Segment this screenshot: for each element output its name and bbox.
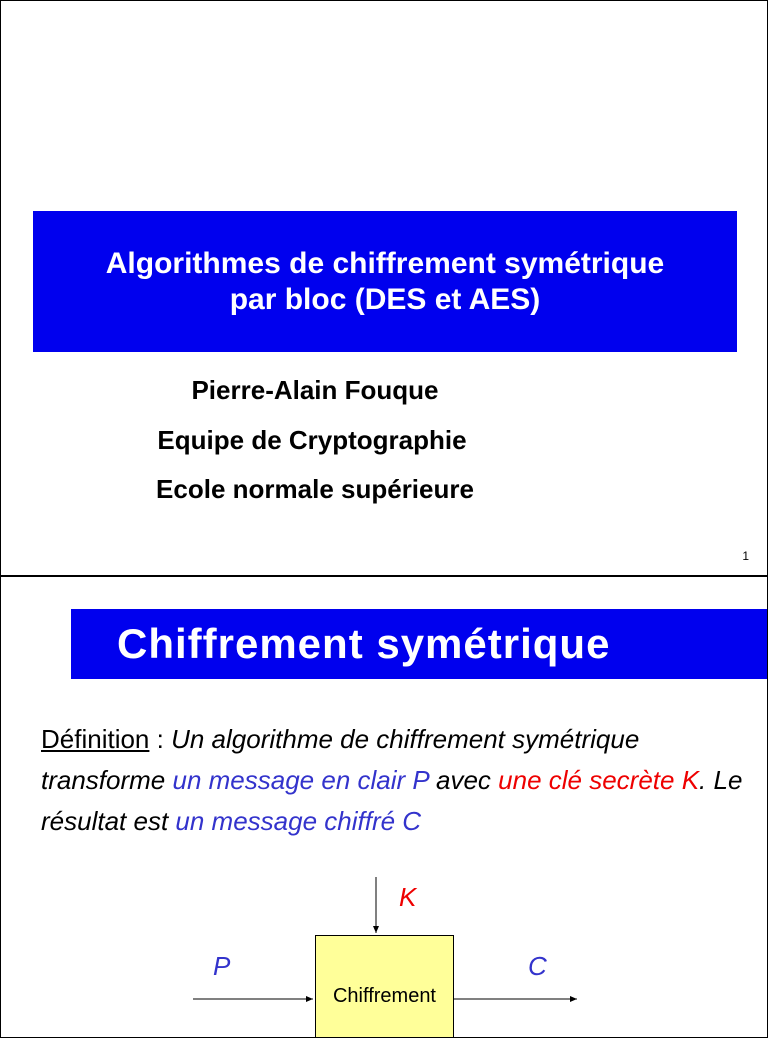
- definition-ciphertext: un message chiffré C: [175, 806, 422, 836]
- definition-label: Définition: [41, 724, 150, 754]
- definition-text-2: avec: [428, 765, 499, 795]
- slide-1-title: [33, 211, 737, 352]
- slide-2-title: Chiffrement symétrique: [71, 609, 767, 679]
- definition-text-3: . Le résultat est: [41, 765, 743, 836]
- definition-plaintext: un message en clair P: [172, 765, 429, 795]
- ciphertext-label: C: [528, 951, 547, 981]
- title-line-1: Algorithmes de chiffrement symétrique: [105, 246, 665, 280]
- slide-2: [0, 576, 768, 1038]
- author-name: Pierre-Alain Fouque: [191, 375, 439, 405]
- definition-text-1: Un algorithme de chiffrement symétrique transforme: [41, 724, 640, 795]
- definition-separator: :: [149, 724, 172, 754]
- team-name: Equipe de Cryptographie: [157, 425, 467, 455]
- plaintext-label: P: [213, 951, 231, 981]
- title-line-2: par bloc (DES et AES): [229, 282, 541, 316]
- definition-key: une clé secrète K: [498, 765, 700, 795]
- key-label: K: [399, 882, 417, 912]
- page-number: 1: [742, 549, 749, 563]
- cipher-box-label: Chiffrement: [332, 985, 436, 1007]
- school-name: Ecole normale supérieure: [156, 474, 474, 504]
